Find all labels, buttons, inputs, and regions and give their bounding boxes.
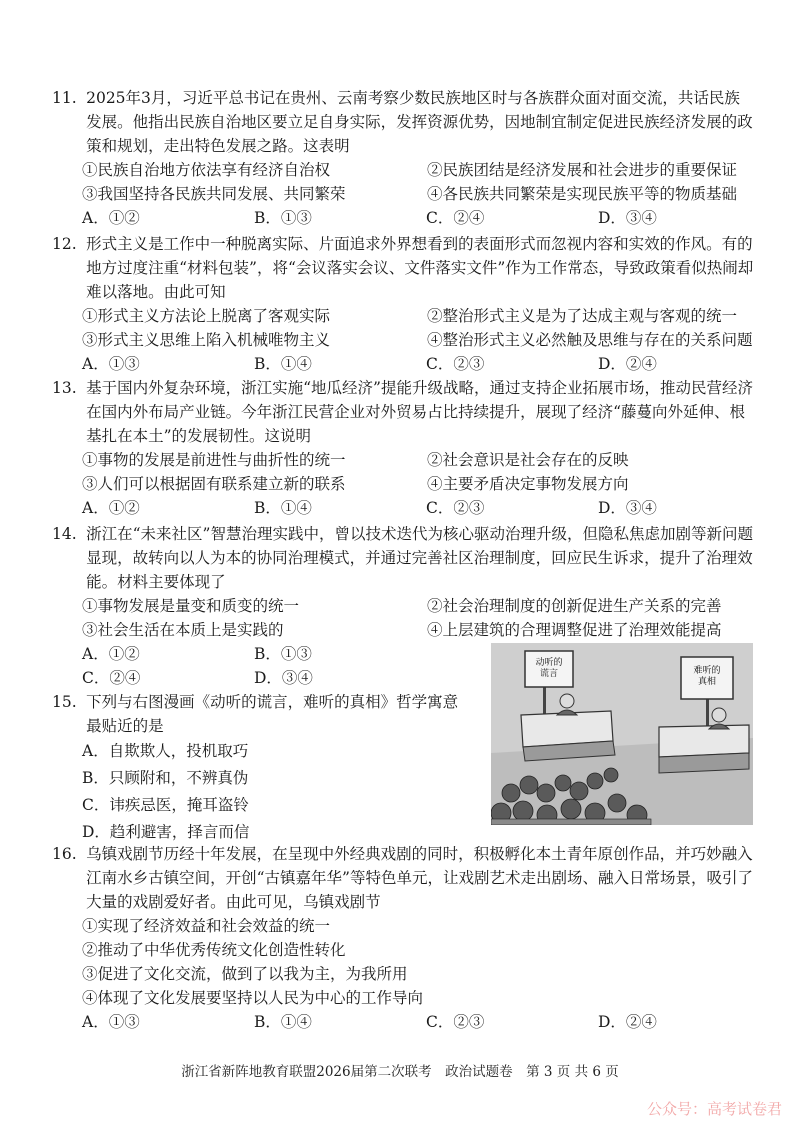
question-stem: 基于国内外复杂环境，浙江实施“地瓜经济”提能升级战略，通过支持企业拓展市场，推动民营经济在国内外布局产业链。今年浙江民营企业对外贸易占比持续提升，展现了经济“藤蔓向外延伸、根基扎在本土”的发展韧性。这说明 [86,379,753,445]
option: C．讳疾忌医，掩耳盗铃 [82,796,249,814]
statement: ②推动了中华优秀传统文化创造性转化 [82,941,346,959]
statement: ③社会生活在本质上是实践的 [82,621,284,639]
option: C．②③ [426,355,485,373]
question-stem-continued: 最贴近的是 [86,717,164,735]
statement: ③形式主义思维上陷入机械唯物主义 [82,331,331,349]
answer-options [82,1010,754,1034]
statement: ①实现了经济效益和社会效益的统一 [82,917,331,935]
statement: ①事物发展是量变和质变的统一 [82,597,300,615]
option: A．①② [82,499,140,517]
watermark: 公众号：高考试卷君 [646,1100,782,1118]
question-stem: 2025年3月，习近平总书记在贵州、云南考察少数民族地区时与各族群众面对面交流，共话民族发展。他指出民族自治地区要立足自身实际，发挥资源优势，因地制宜制定促进民族经济发展的政策和规划，走出特色发展之路。这表明 [86,89,753,155]
right-sign-label: 难听的真相 [693,666,721,687]
question-number: 14. [52,525,77,543]
option: B．①③ [254,209,312,227]
option: D．②④ [598,355,657,373]
question-15 [52,690,482,846]
option: A．①② [82,645,140,663]
statement: ②整治形式主义是为了达成主观与客观的统一 [427,307,738,325]
statement: ①民族自治地方依法享有经济自治权 [82,161,331,179]
answer-options [82,738,482,846]
statement: ①形式主义方法论上脱离了客观实际 [82,307,331,325]
page-footer: 浙江省新阵地教育联盟2026届第二次联考 政治试题卷 第 3 页 共 6 页 [181,1064,619,1080]
question-12 [52,232,754,376]
left-sign-label: 动听的谎言 [535,658,563,679]
option: C．②④ [426,209,485,227]
question-stem: 形式主义是工作中一种脱离实际、片面追求外界想看到的表面形式而忽视内容和实效的作风。有的地方过度注重“材料包装”，将“会议落实会议、文件落实文件”作为工作常态，导致政策看似热闹却难以落地。由此可知 [86,235,754,301]
question-11 [52,86,754,230]
statement: ④主要矛盾决定事物发展方向 [427,475,629,493]
option: A．自欺欺人，投机取巧 [82,742,249,760]
statement: ③促进了文化交流，做到了以我为主，为我所用 [82,965,408,983]
statement: ②社会意识是社会存在的反映 [427,451,629,469]
answer-options [82,496,754,520]
statement: ①事物的发展是前进性与曲折性的统一 [82,451,346,469]
question-number: 11. [52,89,77,107]
question-stem: 乌镇戏剧节历经十年发展，在呈现中外经典戏剧的同时，积极孵化本土青年原创作品，并巧妙融入江南水乡古镇空间，开创“古镇嘉年华”等特色单元，让戏剧艺术走出剧场、融入日常场景，吸引了大量的戏剧爱好者。由此可见，乌镇戏剧节 [86,845,753,911]
option: B．只顾附和，不辨真伪 [82,769,249,787]
statement: ②民族团结是经济发展和社会进步的重要保证 [427,161,738,179]
statement: ④整治形式主义必然触及思维与存在的关系问题 [427,331,753,349]
option: C．②③ [426,1013,485,1031]
statement: ④各民族共同繁荣是实现民族平等的物质基础 [427,185,738,203]
option: D．③④ [254,669,313,687]
option: B．①④ [254,499,312,517]
option: A．①③ [82,355,140,373]
statement: ④体现了文化发展要坚持以人民为中心的工作导向 [82,989,424,1007]
option: C．②④ [82,669,141,687]
option: D．②④ [598,1013,657,1031]
statement: ③我国坚持各民族共同发展、共同繁荣 [82,185,346,203]
statement-list [82,594,754,642]
option: D．③④ [598,209,657,227]
statement: ④上层建筑的合理调整促进了治理效能提高 [427,621,722,639]
question-number: 15. [52,693,77,711]
option: D．③④ [598,499,657,517]
question-13 [52,376,754,520]
question-stem: 浙江在“未来社区”智慧治理实践中，曾以技术迭代为核心驱动治理升级，但隐私焦虑加剧等新问题显现，故转向以人为本的协同治理模式，并通过完善社区治理制度，回应民生诉求，提升了治理效能。材料主要体现了 [86,525,753,591]
question-number: 13. [52,379,77,397]
option: B．①④ [254,355,312,373]
answer-options [82,352,754,376]
cartoon-illustration [491,643,753,825]
option: A．①③ [82,1013,140,1031]
question-number: 12. [52,235,77,253]
option: C．②③ [426,499,485,517]
statement: ③人们可以根据固有联系建立新的联系 [82,475,346,493]
statement-list [82,448,754,496]
question-stem: 下列与右图漫画《动听的谎言，难听的真相》哲学寓意 [86,693,459,711]
option: A．①② [82,209,140,227]
statement-list [82,158,754,206]
statement-list [82,914,754,1010]
option: B．①④ [254,1013,312,1031]
option: D．趋利避害，择言而信 [82,823,250,841]
option: B．①③ [254,645,312,663]
statement: ②社会治理制度的创新促进生产关系的完善 [427,597,722,615]
statement-list [82,304,754,352]
answer-options [82,206,754,230]
question-number: 16. [52,845,77,863]
question-16 [52,842,754,1034]
